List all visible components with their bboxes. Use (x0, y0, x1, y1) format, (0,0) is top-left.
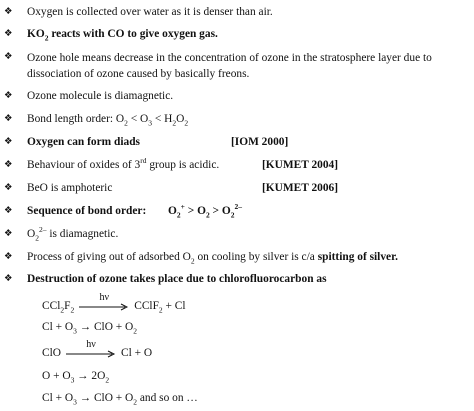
item-text: Ozone molecule is diamagnetic. (27, 90, 174, 102)
reference-tag: [KUMET 2004] (262, 159, 339, 171)
bond-order-sequence: $O_2^+ > O_2 > O_2^{2-}$ (168, 202, 242, 220)
equation-o-ozone: $O + O_3 \to 2O_2$ (42, 370, 110, 385)
item-text: Oxygen can form diads (27, 136, 140, 148)
item-text: $KO_2$ reacts with CO to give oxygen gas. (27, 28, 218, 43)
bullet-icon: ❖ (4, 159, 13, 170)
bullet-icon: ❖ (4, 113, 13, 124)
item-text: Oxygen is collected over water as it is denser than air. (27, 6, 273, 18)
bullet-icon: ❖ (4, 51, 13, 62)
bullet-icon: ❖ (4, 136, 13, 147)
reference-tag: [IOM 2000] (231, 136, 289, 148)
reaction-arrow-icon: hν (77, 299, 131, 313)
item-text: BeO is amphoteric (27, 182, 113, 194)
bullet-icon: ❖ (4, 90, 13, 101)
bullet-icon: ❖ (4, 28, 13, 39)
bullet-icon: ❖ (4, 273, 13, 284)
reference-tag: [KUMET 2006] (262, 182, 339, 194)
bullet-icon: ❖ (4, 251, 13, 262)
item-text: Destruction of ozone takes place due to chlorofluorocarbon as (27, 273, 327, 285)
bullet-icon: ❖ (4, 6, 13, 17)
item-text: Process of giving out of adsorbed $O_2$ on cooling by silver is c/a spitting of silver. (27, 251, 398, 266)
item-text: Sequence of bond order: (27, 205, 147, 217)
item-text: $O_2^{2-}$ is diamagnetic. (27, 225, 119, 243)
equation-clo-photolysis: ClO hν Cl + O (42, 339, 153, 359)
equation-photodissociation-cfc: $CCl_2F_2$ hν CClF$_2$ + Cl (42, 292, 186, 315)
item-text: Bond length order: $O_2 < O_3 < H_2O_2$ (27, 113, 189, 128)
equation-chain-continues: $Cl + O_3$ → ClO + $O_2$ and so on … (42, 392, 198, 407)
bullet-icon: ❖ (4, 182, 13, 193)
item-text: Ozone hole means decrease in the concentration of ozone in the stratosphere layer due to dissociation of ozone caused by basically freons. (27, 52, 432, 80)
item-text: Behaviour of oxides of 3rd group is acidic. (27, 156, 220, 171)
reaction-arrow-icon: hν (64, 346, 118, 360)
equation-cl-ozone: $Cl + O_3$ → ClO + $O_2$ (42, 321, 138, 336)
bullet-icon: ❖ (4, 228, 13, 239)
bullet-icon: ❖ (4, 205, 13, 216)
